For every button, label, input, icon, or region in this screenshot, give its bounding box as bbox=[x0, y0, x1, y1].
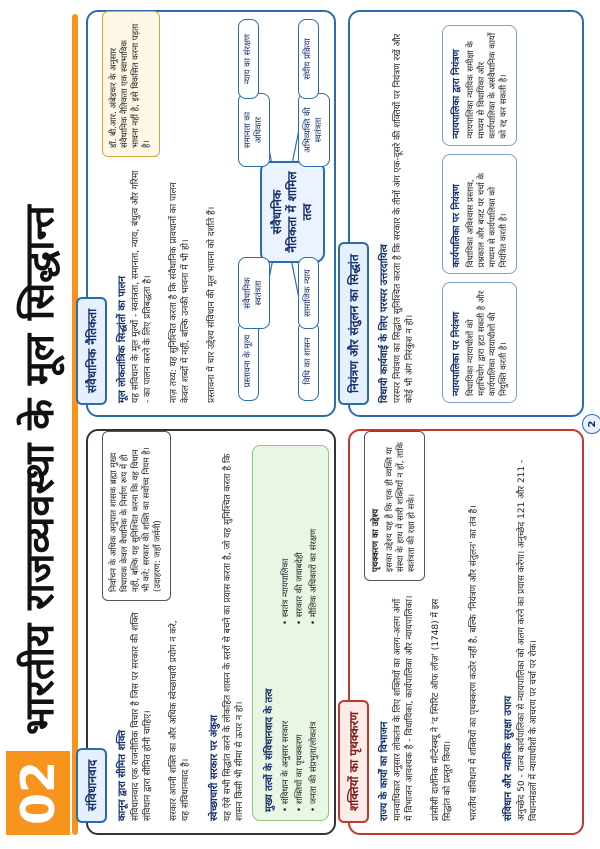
mindmap-center: संवैधानिक नैतिकता में शामिल तत्व bbox=[260, 161, 325, 263]
ethics-topic: संवैधानिक नैतिकता bbox=[76, 297, 107, 405]
list-item: • स्वतंत्र न्यायपालिका bbox=[281, 454, 292, 625]
constitutionalism-panel bbox=[86, 429, 336, 835]
list-item: • जनता की संप्रभुता/लोकतंत्र bbox=[309, 641, 320, 812]
list-item: • मौलिक अधिकारों का संरक्षण bbox=[309, 454, 320, 625]
list-item: • संविधान के अनुसार सरकार bbox=[281, 641, 292, 812]
green-box-title: मुख्य तत्वों के संविधानवाद के तत्व bbox=[264, 688, 275, 812]
separation-para3: भारतीय संविधान में शक्तियों का पृथक्करण कठोर नहीं है, बल्कि 'नियंत्रण और संतुलन' का तंत्र है। bbox=[469, 505, 479, 821]
ethics-subhead: मूल लोकतांत्रिक सिद्धांतों का पालन bbox=[117, 276, 128, 403]
constitutionalism-topic: संविधानवाद bbox=[76, 748, 107, 823]
mindmap-node: न्याय का संरक्षण bbox=[238, 19, 259, 99]
elements-list bbox=[281, 454, 320, 812]
chapter-number: 02 bbox=[6, 751, 70, 835]
arbitrary-subhead: स्वेच्छाचारी सरकार पर अंकुश bbox=[209, 715, 220, 821]
separation-topic: शक्तियों का पृथक्करण bbox=[338, 700, 369, 823]
list-item: • सरकार की जवाबदेही bbox=[295, 454, 306, 625]
ethics-panel bbox=[86, 10, 336, 417]
separation-para4: अनुच्छेद 50 - राज्य कार्यपालिका से न्यायपालिका को अलग करने का प्रयास करेगा। अनुच्छेद 121 और 211 - विधानमंडलों में न्यायाधीशों के आचरण पर चर्चा पर रोक। bbox=[517, 459, 539, 821]
mindmap-node: विधि का शासन bbox=[298, 321, 319, 401]
checks-para1: परस्पर नियंत्रण का सिद्धांत सुनिश्चित करता है कि सरकार के तीनों अंग एक-दूसरे की शक्तियों पर नियंत्रण रखें और कोई भी अंग निरंकुश न हो। bbox=[393, 33, 415, 403]
mindmap-node: सामाजिक न्याय bbox=[298, 257, 319, 329]
separation-subhead: राज्य के कार्यों का विभाजन bbox=[379, 721, 390, 821]
ethics-para3: प्रस्तावना में चार उद्देश्य संविधान की मूल भावना को दर्शाते हैं। bbox=[207, 206, 217, 403]
mindmap-node: समानता का अधिकार bbox=[238, 93, 270, 167]
constitutionalism-note bbox=[102, 431, 171, 601]
separation-para1: मानवाधिकार अनुसार लोकतंत्र के लिए शक्तियों का अलग-अलग अंगों में विभाजन आवश्यक है - विधायिका, कार्यपालिका और न्यायपालिका। bbox=[393, 595, 415, 821]
control-text: न्यायपालिका न्यायिक समीक्षा के माध्यम से विधायिका और कार्यपालिका के असंवैधानिक कार्यों को रद्द कर सकती है। bbox=[466, 32, 509, 139]
separation-para2: प्रांसीसी दार्शनिक मॉन्टेस्क्यू ने 'द स्पिरिट ऑफ लॉज़' (1748) में इस सिद्धांत को प्रस्तुत किया। bbox=[431, 598, 453, 821]
control-card bbox=[442, 154, 517, 275]
quote-text: डॉ. बी.आर. अंबेडकर के अनुसार संवैधानिक नैतिकता एक स्वाभाविक भावना नहीं है, इसे विकसित करना पड़ता है। bbox=[109, 23, 152, 148]
control-title: कार्यपालिका पर नियंत्रण bbox=[451, 184, 462, 268]
list-item: • शक्तियों का पृथक्करण bbox=[295, 641, 306, 812]
limited-gov-subhead: कानून द्वारा सीमित शक्ति bbox=[117, 730, 128, 821]
ethics-para2: नाज़ तथ्य: यह सुनिश्चित करता है कि संवैधानिक प्रावधानों का पालन केवल शब्दों में नहीं, बल्कि उनकी भावना में भी हो। bbox=[169, 182, 191, 403]
checks-topic: नियंत्रण और संतुलन का सिद्धांत bbox=[338, 242, 369, 405]
control-title: न्यायपालिका द्वारा नियंत्रण bbox=[451, 49, 462, 139]
separation-panel bbox=[348, 429, 584, 835]
mindmap-node: संघीय प्रक्रिया bbox=[298, 19, 319, 99]
control-text: विधायिका न्यायाधीशों को महाभियोग द्वारा हटा सकती है और कार्यपालिका न्यायाधीशों की नियुक्ति करती है। bbox=[466, 290, 509, 396]
page-number: 2 bbox=[582, 414, 600, 434]
header-underline bbox=[72, 14, 78, 835]
note-title: पृथक्करण का उद्देश्य bbox=[371, 508, 381, 572]
checks-subhead: विधायी कार्यवाई के लिए परस्पर उत्तरदायित्व bbox=[379, 244, 390, 403]
control-card bbox=[442, 25, 517, 146]
chapter-title: भारतीय राजव्यवस्था के मूल सिद्धान्त bbox=[17, 205, 63, 735]
separation-note bbox=[364, 431, 425, 581]
mindmap-node: प्रस्तावना के मूल्य bbox=[238, 321, 259, 401]
control-card bbox=[442, 282, 517, 403]
constitutionalism-para2: सरकार अपनी शक्ति का और अधिक स्वेच्छाचारी प्रयोग न करे, यह संविधानवाद है। bbox=[169, 620, 191, 821]
controls-row bbox=[442, 25, 517, 403]
constitutionalism-para1: संविधानवाद एक राजनीतिक विचार है जिस पर सरकार की शक्ति संविधान द्वारा सीमित होनी चाहिए। bbox=[131, 612, 153, 821]
mindmap-node: अभिव्यक्ति की स्वतंत्रता bbox=[298, 93, 330, 167]
control-title: न्यायपालिका पर नियंत्रण bbox=[451, 311, 462, 396]
note-text: निर्वाचन के अधिक अनुपात शासक ब्रह्मा मुख्य विधायक केवल वैधानिक के निर्माण रूप में ही नहीं, बल्कि यह सुनिश्चित करना कि वह विधान भी करे; सरकार की शक्ति का सर्वोच्च नियम है। (उदाहरण: जहाँ जर्मनी) bbox=[109, 447, 163, 592]
constitutionalism-elements-box bbox=[252, 445, 329, 821]
control-text: विधायिका अविश्वास प्रस्ताव, प्रश्नकाल और बजट पर चर्चा के माध्यम से कार्यपालिका को नियंत्रित करती है। bbox=[466, 173, 509, 268]
ethics-para1: यह संविधान के मूल मूल्यों - स्वतंत्रता, समानता, न्याय, बंधुत्व और गरिमा - का पालन करने के लिए प्रतिबद्धता है। bbox=[131, 170, 153, 403]
constitutionalism-para3: यह ऐसे सभी सिद्धांत करने के लोकहित शासन के स्तरों से बचने का प्रयास करता है, जो यह सुनिश्चित करता है कि शासन किसी भी सीमा से ऊपर न हो। bbox=[223, 453, 245, 821]
separation-subhead2: संविधान और न्यायिक सुरक्षा उपाय bbox=[503, 695, 514, 821]
ambedkar-quote bbox=[102, 11, 160, 157]
note-text: इसका उद्देश्य यह है कि एक ही व्यक्ति या संस्था के हाथ में सारी शक्तियाँ न हों, ताकि स्वतंत्रता की रक्षा हो सके। bbox=[385, 442, 417, 572]
mindmap-node: संवैधानिक स्वतंत्रता bbox=[238, 257, 270, 329]
ethics-mindmap bbox=[238, 25, 326, 403]
chapter-header bbox=[6, 14, 76, 835]
checks-panel bbox=[348, 10, 584, 417]
